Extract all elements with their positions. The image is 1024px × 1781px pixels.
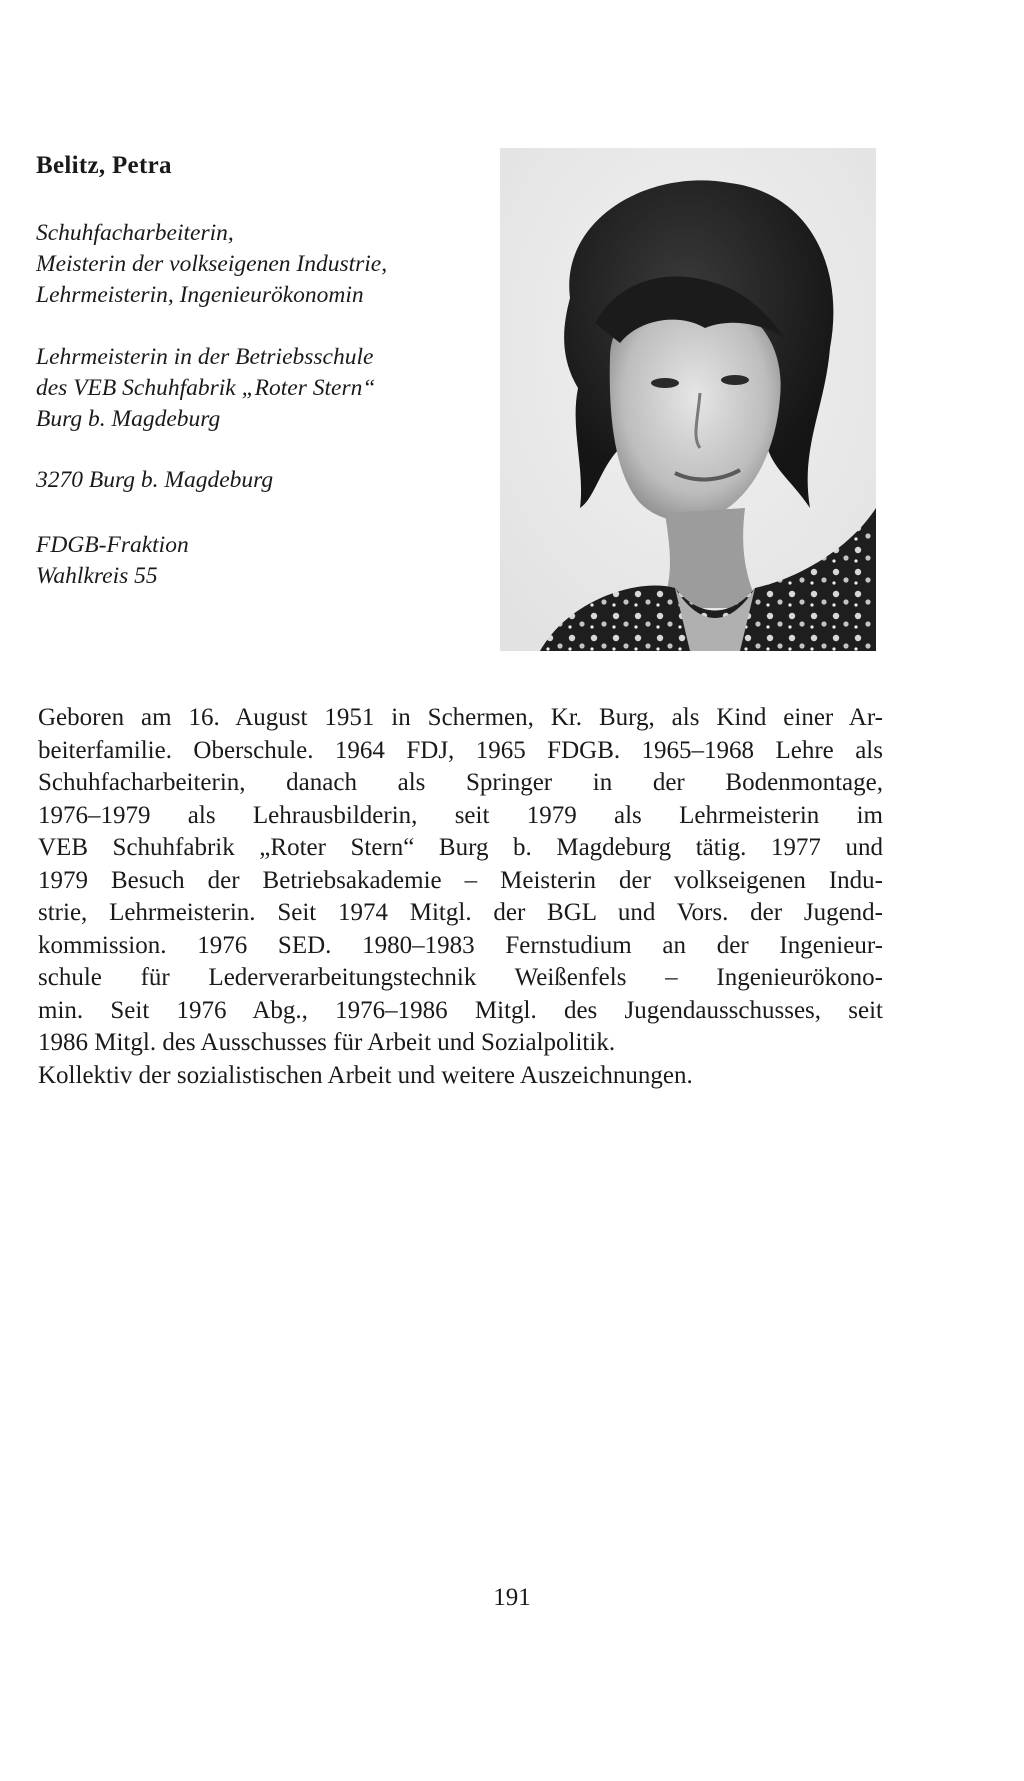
qualification-line: Lehrmeisterin, Ingenieurökonomin <box>36 282 364 308</box>
portrait-photo-icon <box>500 148 876 651</box>
position-line: Burg b. Magdeburg <box>36 406 221 432</box>
qualification-line: Meisterin der volkseigenen Industrie, <box>36 251 388 277</box>
biography-line: Schuhfacharbeiterin, danach als Springer in der Bodenmontage, <box>38 769 883 796</box>
qualifications-block <box>36 218 466 311</box>
page-number: 191 <box>493 1584 531 1611</box>
biography-line: 1976–1979 als Lehrausbilderin, seit 1979 als Lehrmeisterin im <box>38 801 883 829</box>
faction-block <box>36 530 466 592</box>
faction-line: FDGB-Fraktion <box>36 532 189 558</box>
qualification-line: Schuhfacharbeiterin, <box>36 220 234 246</box>
biography-line: VEB Schuhfabrik „Roter Stern“ Burg b. Magdeburg tätig. 1977 und <box>38 834 883 861</box>
address-line: 3270 Burg b. Magdeburg <box>36 467 274 493</box>
address-block <box>36 465 466 496</box>
biography-line: 1979 Besuch der Betriebsakademie – Meisterin der volkseigenen Indu- <box>38 866 883 894</box>
position-line: des VEB Schuhfabrik „Roter Stern“ <box>36 375 376 401</box>
biography-line: Kollektiv der sozialistischen Arbeit und weitere Auszeichnungen. <box>38 1061 693 1089</box>
position-line: Lehrmeisterin in der Betriebsschule <box>36 344 374 370</box>
portrait-photo <box>500 148 876 651</box>
biography-line: strie, Lehrmeisterin. Seit 1974 Mitgl. der BGL und Vors. der Jugend- <box>38 899 883 926</box>
biography-line: min. Seit 1976 Abg., 1976–1986 Mitgl. des Jugendausschusses, seit <box>38 996 883 1024</box>
biography-line: kommission. 1976 SED. 1980–1983 Fernstudium an der Ingenieur- <box>38 931 883 959</box>
biography-line: schule für Lederverarbeitungstechnik Weißenfels – Ingenieurökono- <box>38 964 883 991</box>
position-block <box>36 342 466 435</box>
constituency-line: Wahlkreis 55 <box>36 563 158 589</box>
biography-line: Geboren am 16. August 1951 in Schermen, Kr. Burg, als Kind einer Ar- <box>38 704 883 731</box>
biography-line: beiterfamilie. Oberschule. 1964 FDJ, 1965 FDGB. 1965–1968 Lehre als <box>38 736 883 764</box>
entry-name: Belitz, Petra <box>36 152 172 179</box>
biography-text <box>38 702 883 1092</box>
biography-line: 1986 Mitgl. des Ausschusses für Arbeit und Sozialpolitik. <box>38 1029 616 1056</box>
